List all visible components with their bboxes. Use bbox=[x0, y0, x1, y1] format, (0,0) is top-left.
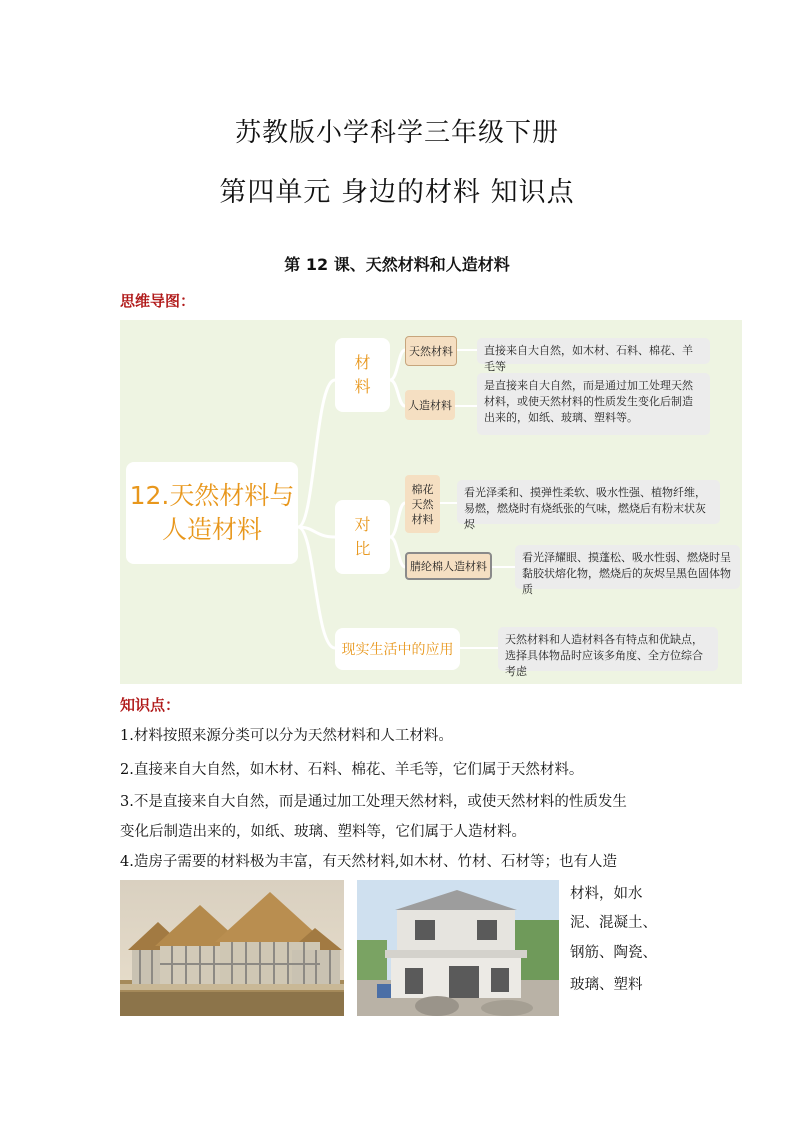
lesson-title: 第 12 课、天然材料和人造材料 bbox=[284, 255, 510, 274]
unit-title: 第四单元 身边的材料 知识点 bbox=[219, 177, 575, 208]
mindmap-natural-tag: 天然材料 bbox=[405, 336, 457, 366]
point-3-line2: 变化后制造出来的，如纸、玻璃、塑料等，它们属于人造材料。 bbox=[120, 824, 526, 840]
mindmap-application-desc: 天然材料和人造材料各有特点和优缺点，选择具体物品时应该多角度、全方位综合考虑 bbox=[498, 627, 718, 671]
point-3-line1: 3.不是直接来自大自然，而是通过加工处理天然材料，或使天然材料的性质发生 bbox=[120, 794, 627, 810]
mindmap-nylon-desc: 看光泽耀眼、摸蓬松、吸水性弱、燃烧时呈黏胶状熔化物，燃烧后的灰烬呈黑色固体物质 bbox=[515, 545, 740, 589]
mindmap-branch-compare: 对比 bbox=[335, 500, 390, 574]
mindmap-artificial-tag: 人造材料 bbox=[405, 390, 455, 420]
mindmap-branch-material: 材料 bbox=[335, 338, 390, 412]
document-title: 苏教版小学科学三年级下册 bbox=[234, 118, 559, 148]
mindmap-heading: 思维导图： bbox=[120, 292, 196, 310]
point-1: 1.材料按照来源分类可以分为天然材料和人工材料。 bbox=[120, 728, 453, 744]
point-4-line2: 材料，如水 bbox=[570, 886, 643, 902]
point-4-line4: 钢筋、陶瓷、 bbox=[570, 945, 657, 961]
mindmap-cotton-tag: 棉花天然材料 bbox=[405, 475, 440, 533]
point-4-line5: 玻璃、塑料 bbox=[570, 977, 643, 993]
mindmap-artificial-desc: 是直接来自大自然，而是通过加工处理天然材料，或使天然材料的性质发生变化后制造出来的，如纸、玻璃、塑料等。 bbox=[477, 373, 710, 435]
mindmap-root: 12.天然材料与人造材料 bbox=[126, 462, 298, 564]
mindmap-nylon-tag: 腈纶棉人造材料 bbox=[405, 552, 492, 580]
wood-frame-house-photo bbox=[120, 880, 344, 1016]
concrete-house-photo bbox=[357, 880, 559, 1016]
mindmap-natural-desc: 直接来自大自然，如木材、石料、棉花、羊毛等 bbox=[477, 338, 710, 364]
mindmap-cotton-desc: 看光泽柔和、摸弹性柔软、吸水性强、植物纤维，易燃，燃烧时有烧纸张的气味，燃烧后有粉末状灰烬 bbox=[457, 480, 720, 524]
mindmap-branch-application: 现实生活中的应用 bbox=[335, 628, 460, 670]
knowledge-heading: 知识点： bbox=[120, 696, 181, 714]
mind-map bbox=[120, 320, 742, 684]
point-4-line1: 4.造房子需要的材料极为丰富，有天然材料,如木材、竹材、石材等；也有人造 bbox=[120, 854, 617, 870]
point-2: 2.直接来自大自然，如木材、石料、棉花、羊毛等，它们属于天然材料。 bbox=[120, 762, 584, 778]
point-4-line3: 泥、混凝土、 bbox=[570, 915, 657, 931]
